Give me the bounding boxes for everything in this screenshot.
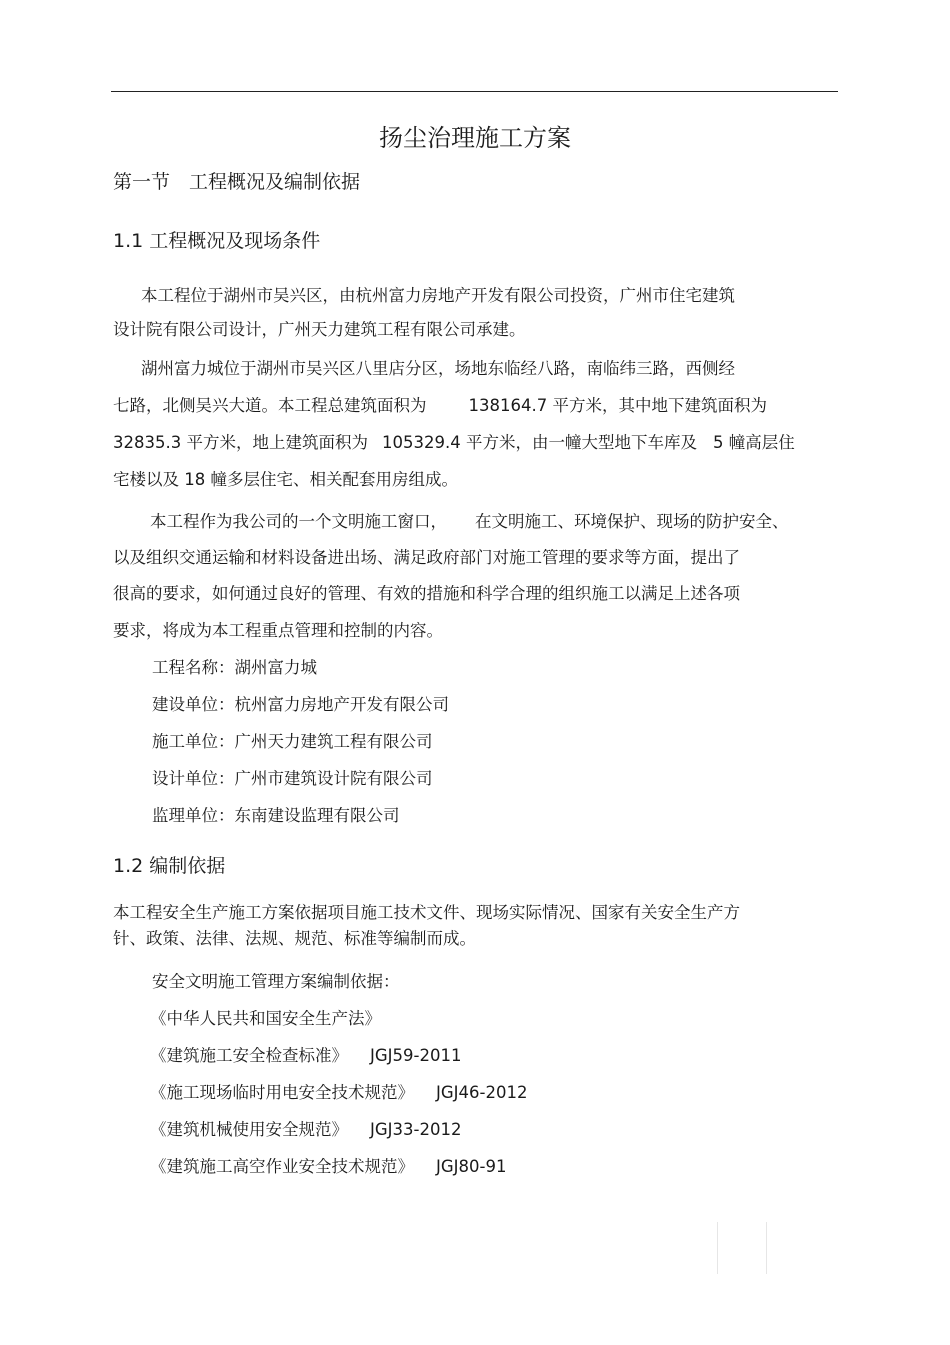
document-title: 扬尘治理施工方案 [379, 124, 571, 152]
reference-item [150, 1044, 461, 1068]
subsection-heading-1-1: 1.1 工程概况及现场条件 [113, 230, 321, 252]
text-run: 32835.3 平方米，地上建筑面积为 [113, 433, 368, 452]
contractor-unit: 施工单位：广州天力建筑工程有限公司 [152, 732, 433, 751]
paragraph-line [113, 431, 795, 455]
client-unit: 建设单位：杭州富力房地产开发有限公司 [152, 695, 449, 714]
basis-intro: 安全文明施工管理方案编制依据： [152, 972, 400, 991]
reference-item [150, 1007, 381, 1031]
text-run: 七路，北侧吴兴大道。本工程总建筑面积为 [113, 396, 427, 415]
paragraph-line: 设计院有限公司设计，广州天力建筑工程有限公司承建。 [113, 320, 526, 339]
text-run: 本工程作为我公司的一个文明施工窗口， [150, 512, 447, 531]
reference-title: 《建筑机械使用安全规范》 [150, 1120, 348, 1139]
paragraph-line: 很高的要求，如何通过良好的管理、有效的措施和科学合理的组织施工以满足上述各项 [113, 584, 740, 603]
paragraph-line: 以及组织交通运输和材料设备进出场、满足政府部门对施工管理的要求等方面，提出了 [113, 548, 740, 567]
reference-title: 《建筑施工安全检查标准》 [150, 1046, 348, 1065]
paragraph-line [150, 510, 789, 534]
paragraph-line: 湖州富力城位于湖州市吴兴区八里店分区，场地东临经八路，南临纬三路，西侧经 [141, 359, 735, 378]
reference-code: JGJ46-2012 [436, 1083, 528, 1102]
reference-code: JGJ59-2011 [370, 1046, 462, 1065]
faint-divider [717, 1222, 718, 1274]
reference-item [150, 1081, 527, 1105]
header-rule [111, 91, 838, 92]
reference-item [150, 1155, 506, 1179]
faint-divider [766, 1222, 767, 1274]
subsection-heading-1-2: 1.2 编制依据 [113, 855, 226, 877]
reference-code: JGJ33-2012 [370, 1120, 462, 1139]
paragraph-line: 本工程安全生产施工方案依据项目施工技术文件、现场实际情况、国家有关安全生产方 [113, 903, 740, 922]
reference-code: JGJ80-91 [436, 1157, 507, 1176]
reference-title: 《建筑施工高空作业安全技术规范》 [150, 1157, 414, 1176]
paragraph-line [113, 394, 767, 418]
text-run: 在文明施工、环境保护、现场的防护安全、 [475, 512, 789, 531]
supervision-unit: 监理单位：东南建设监理有限公司 [152, 806, 400, 825]
project-name: 工程名称：湖州富力城 [152, 658, 317, 677]
text-run: 105329.4 平方米，由一幢大型地下车库及 [381, 433, 697, 452]
section-heading: 第一节 工程概况及编制依据 [113, 171, 361, 193]
reference-title: 《中华人民共和国安全生产法》 [150, 1009, 381, 1028]
reference-title: 《施工现场临时用电安全技术规范》 [150, 1083, 414, 1102]
paragraph-line: 本工程位于湖州市吴兴区，由杭州富力房地产开发有限公司投资，广州市住宅建筑 [141, 286, 735, 305]
text-run: 138164.7 平方米，其中地下建筑面积为 [468, 396, 767, 415]
paragraph-line: 宅楼以及 18 幢多层住宅、相关配套用房组成。 [113, 470, 458, 489]
text-run: 5 幢高层住 [712, 433, 795, 452]
design-unit: 设计单位：广州市建筑设计院有限公司 [152, 769, 433, 788]
reference-item [150, 1118, 461, 1142]
paragraph-line: 针、政策、法律、法规、规范、标准等编制而成。 [113, 929, 476, 948]
paragraph-line: 要求，将成为本工程重点管理和控制的内容。 [113, 621, 443, 640]
